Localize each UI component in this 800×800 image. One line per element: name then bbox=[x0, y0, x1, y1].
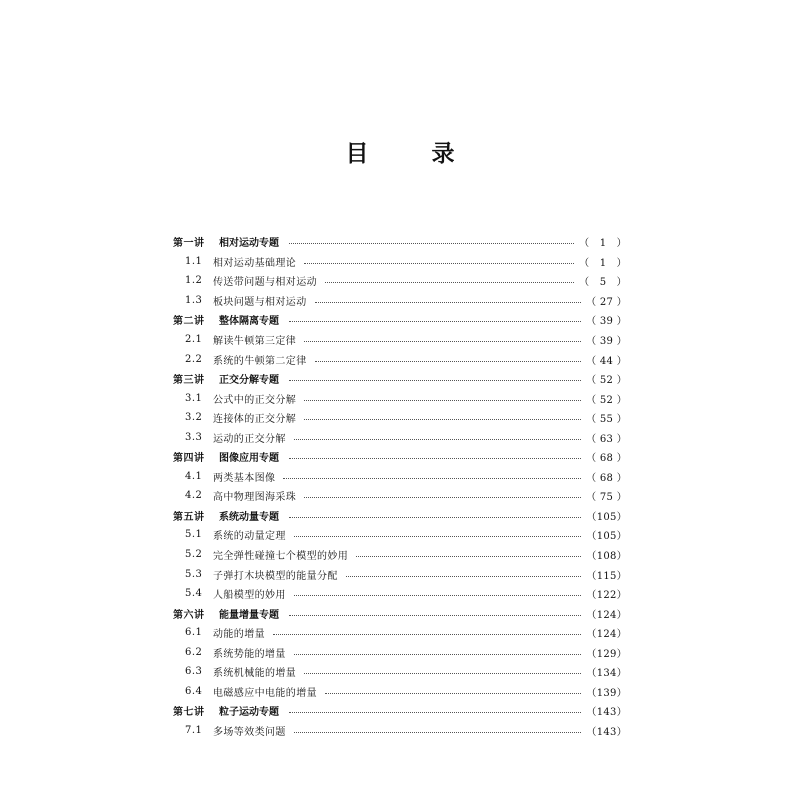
page-number: （ 27 ） bbox=[586, 296, 627, 308]
dot-leader bbox=[304, 400, 581, 401]
page-number: （115） bbox=[586, 570, 627, 582]
toc-entry-label bbox=[173, 254, 579, 269]
toc-section-row bbox=[173, 525, 627, 545]
dot-leader bbox=[304, 341, 581, 342]
dot-leader bbox=[289, 458, 581, 459]
toc-entry-label bbox=[173, 410, 586, 425]
toc-chapter-row bbox=[173, 369, 627, 389]
toc-entry-label bbox=[173, 547, 586, 562]
chapter-title: 能量增量专题 bbox=[219, 609, 279, 621]
toc-section-row bbox=[173, 545, 627, 565]
page-number: （105） bbox=[586, 511, 627, 523]
page-number: （ 75 ） bbox=[586, 492, 627, 504]
toc-section-row bbox=[173, 642, 627, 662]
section-number: 6.4 bbox=[185, 685, 203, 697]
section-title: 系统机械能的增量 bbox=[213, 668, 297, 680]
section-number: 3.2 bbox=[185, 412, 203, 424]
section-title: 板块问题与相对运动 bbox=[213, 296, 307, 308]
page-number: （139） bbox=[586, 687, 627, 699]
toc-entry-label bbox=[173, 449, 586, 464]
section-number: 4.2 bbox=[185, 490, 203, 502]
toc-entry-label bbox=[173, 586, 586, 601]
section-number: 3.1 bbox=[185, 392, 203, 404]
toc-chapter-row bbox=[173, 701, 627, 721]
toc-entry-label bbox=[173, 332, 586, 347]
toc-entry-label bbox=[173, 352, 586, 367]
section-number: 5.4 bbox=[185, 588, 203, 600]
section-number: 6.1 bbox=[185, 627, 203, 639]
toc-entry-label bbox=[173, 567, 586, 582]
dot-leader bbox=[304, 419, 581, 420]
chapter-number: 第七讲 bbox=[173, 707, 205, 719]
toc-section-row bbox=[173, 408, 627, 428]
dot-leader bbox=[273, 634, 581, 635]
chapter-number: 第四讲 bbox=[173, 453, 205, 465]
page-number: （ 39 ） bbox=[586, 336, 627, 347]
toc-section-row bbox=[173, 388, 627, 408]
toc-section-row bbox=[173, 623, 627, 643]
dot-leader bbox=[356, 556, 581, 557]
toc-entry-label bbox=[173, 606, 586, 621]
section-title: 运动的正交分解 bbox=[213, 433, 286, 445]
toc-entry-label bbox=[173, 469, 586, 484]
dot-leader bbox=[294, 732, 582, 733]
section-title: 相对运动基础理论 bbox=[213, 257, 297, 269]
page-number: （143） bbox=[586, 707, 627, 719]
chapter-number: 第二讲 bbox=[173, 316, 205, 328]
table-of-contents bbox=[173, 232, 627, 740]
dot-leader bbox=[294, 536, 582, 537]
section-title: 动能的增量 bbox=[213, 629, 265, 641]
section-title: 子弹打木块模型的能量分配 bbox=[213, 570, 338, 582]
section-title: 人船模型的妙用 bbox=[213, 590, 286, 602]
toc-entry-label bbox=[173, 684, 586, 699]
toc-section-row bbox=[173, 271, 627, 291]
toc-section-row bbox=[173, 486, 627, 506]
toc-entry-label bbox=[173, 645, 586, 660]
toc-entry-label bbox=[173, 371, 586, 386]
dot-leader bbox=[294, 654, 582, 655]
toc-entry-label bbox=[173, 293, 586, 308]
toc-entry-label bbox=[173, 312, 586, 327]
toc-entry-label bbox=[173, 508, 586, 523]
dot-leader bbox=[304, 673, 581, 674]
page-number: （122） bbox=[586, 590, 627, 602]
section-number: 3.3 bbox=[185, 431, 203, 443]
toc-section-row bbox=[173, 584, 627, 604]
section-number: 1.2 bbox=[185, 275, 203, 287]
section-number: 5.2 bbox=[185, 549, 203, 561]
toc-entry-label bbox=[173, 664, 586, 679]
section-title: 系统的动量定理 bbox=[213, 531, 286, 543]
toc-section-row bbox=[173, 564, 627, 584]
page-number: （ 63 ） bbox=[586, 433, 627, 445]
page-number: （134） bbox=[586, 668, 627, 680]
chapter-title: 正交分解专题 bbox=[219, 375, 279, 387]
section-number: 2.2 bbox=[185, 353, 203, 365]
chapter-title: 粒子运动专题 bbox=[219, 707, 279, 719]
toc-entry-label bbox=[173, 234, 579, 249]
toc-entry-label bbox=[173, 625, 586, 640]
chapter-number: 第五讲 bbox=[173, 511, 205, 523]
chapter-number: 第三讲 bbox=[173, 375, 205, 387]
chapter-title: 相对运动专题 bbox=[219, 238, 279, 250]
chapter-title: 系统动量专题 bbox=[219, 511, 279, 523]
dot-leader bbox=[289, 517, 581, 518]
section-number: 7.1 bbox=[185, 724, 203, 736]
chapter-number: 第六讲 bbox=[173, 609, 205, 621]
page-number: （124） bbox=[586, 609, 627, 621]
section-number: 6.3 bbox=[185, 666, 203, 678]
toc-chapter-row bbox=[173, 603, 627, 623]
toc-section-row bbox=[173, 682, 627, 702]
toc-entry-label bbox=[173, 430, 586, 445]
toc-entry-label bbox=[173, 723, 586, 738]
page-number: （ 52 ） bbox=[586, 375, 627, 387]
page-number: （124） bbox=[586, 629, 627, 641]
toc-section-row bbox=[173, 467, 627, 487]
dot-leader bbox=[294, 439, 581, 440]
section-title: 连接体的正交分解 bbox=[213, 414, 297, 426]
toc-entry-label bbox=[173, 488, 586, 503]
page-number: （ 5 ） bbox=[579, 277, 627, 289]
section-title: 电磁感应中电能的增量 bbox=[213, 687, 317, 699]
dot-leader bbox=[325, 693, 581, 694]
page-number: （ 68 ） bbox=[586, 453, 627, 465]
toc-section-row bbox=[173, 291, 627, 311]
page-number: （108） bbox=[586, 551, 627, 563]
toc-chapter-row bbox=[173, 310, 627, 330]
section-number: 6.2 bbox=[185, 646, 203, 658]
dot-leader bbox=[289, 380, 581, 381]
page-number: （ 52 ） bbox=[586, 394, 627, 406]
dot-leader bbox=[304, 497, 581, 498]
chapter-title: 图像应用专题 bbox=[219, 453, 279, 465]
page-number: （ 68 ） bbox=[586, 472, 627, 484]
toc-chapter-row bbox=[173, 447, 627, 467]
dot-leader bbox=[289, 712, 581, 713]
section-title: 多场等效类问题 bbox=[213, 726, 286, 738]
page-number: （ 1 ） bbox=[579, 257, 627, 269]
toc-entry-label bbox=[173, 527, 586, 542]
toc-section-row bbox=[173, 427, 627, 447]
section-number: 5.1 bbox=[185, 529, 203, 541]
toc-section-row bbox=[173, 662, 627, 682]
toc-entry-label bbox=[173, 273, 579, 288]
toc-entry-label bbox=[173, 391, 586, 406]
section-number: 5.3 bbox=[185, 568, 203, 580]
toc-section-row bbox=[173, 330, 627, 350]
page-number: （ 55 ） bbox=[586, 414, 627, 426]
dot-leader bbox=[289, 321, 581, 322]
chapter-title: 整体隔离专题 bbox=[219, 316, 279, 328]
section-title: 系统的牛顿第二定律 bbox=[213, 355, 307, 367]
page-number: （ 44 ） bbox=[586, 355, 627, 367]
section-title: 系统势能的增量 bbox=[213, 648, 286, 660]
dot-leader bbox=[289, 243, 574, 244]
section-title: 传送带问题与相对运动 bbox=[213, 277, 317, 289]
toc-section-row bbox=[173, 252, 627, 272]
section-number: 1.3 bbox=[185, 294, 203, 306]
toc-entry-label bbox=[173, 703, 586, 718]
toc-section-row bbox=[173, 721, 627, 741]
section-number: 2.1 bbox=[185, 334, 203, 345]
toc-chapter-row bbox=[173, 232, 627, 252]
dot-leader bbox=[325, 282, 574, 283]
section-title: 两类基本图像 bbox=[213, 472, 276, 484]
page-title: 目 录 bbox=[345, 140, 475, 167]
chapter-number: 第一讲 bbox=[173, 238, 205, 250]
section-title: 解读牛顿第三定律 bbox=[213, 336, 297, 347]
page-number: （105） bbox=[586, 531, 627, 543]
section-number: 4.1 bbox=[185, 470, 203, 482]
section-title: 公式中的正交分解 bbox=[213, 394, 297, 406]
section-number: 1.1 bbox=[185, 255, 203, 267]
dot-leader bbox=[315, 302, 582, 303]
section-title: 完全弹性碰撞七个模型的妙用 bbox=[213, 551, 349, 563]
page-number: （ 39 ） bbox=[586, 316, 627, 328]
toc-chapter-row bbox=[173, 506, 627, 526]
section-title: 高中物理图海采珠 bbox=[213, 492, 297, 504]
dot-leader bbox=[315, 361, 582, 362]
dot-leader bbox=[346, 576, 582, 577]
dot-leader bbox=[283, 478, 581, 479]
toc-section-row bbox=[173, 349, 627, 369]
page-number: （ 1 ） bbox=[579, 238, 627, 250]
page-number: （129） bbox=[586, 648, 627, 660]
dot-leader bbox=[294, 595, 582, 596]
page-number: （143） bbox=[586, 726, 627, 738]
dot-leader bbox=[304, 263, 574, 264]
dot-leader bbox=[289, 615, 581, 616]
